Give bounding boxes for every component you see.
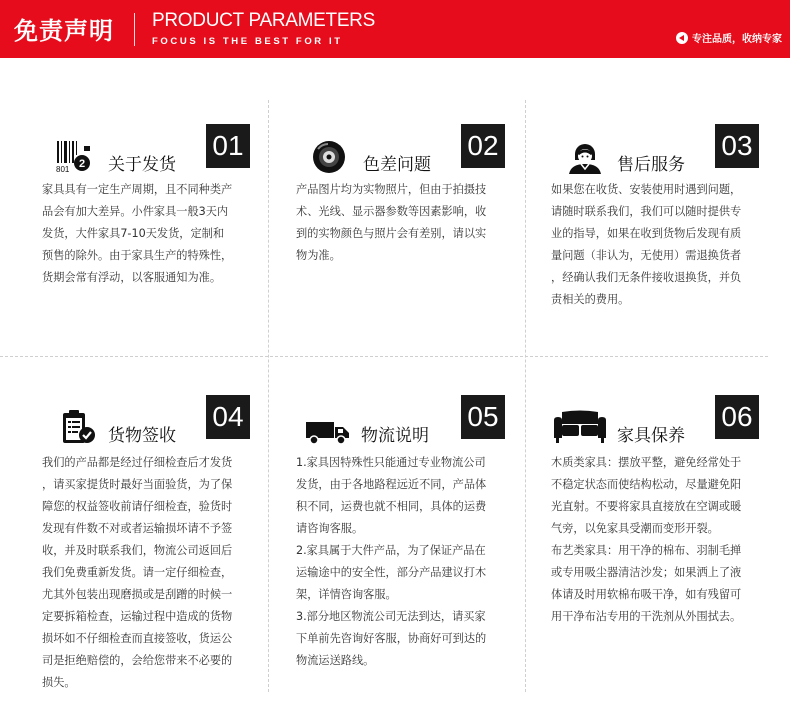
delivery-truck-icon (305, 415, 351, 449)
banner-en-subtitle: FOCUS IS THE BEST FOR IT (152, 36, 343, 47)
clipboard-check-icon (60, 410, 96, 444)
card-number: 05 (461, 395, 505, 439)
card-line: 家具具有一定生产周期，且不同种类产 (42, 183, 233, 196)
card-number: 04 (206, 395, 250, 439)
card-line: 发现有件数不对或者运输损坏请不予签 (42, 522, 233, 535)
card-line: 发货，由于各地路程远近不同，产品体 (296, 478, 487, 491)
banner-slogan-text: 专注品质，收纳专家 (692, 34, 782, 45)
card-body (296, 179, 532, 267)
card-line: 品会有加大差异。小件家具一般3天内 (42, 205, 229, 218)
card-body (551, 452, 787, 628)
card-number: 01 (206, 124, 250, 168)
banner-title: 免责声明 (14, 17, 114, 45)
card-line: 收，并及时联系我们，物流公司返回后 (42, 544, 233, 557)
card-line: 业的指导，如果在收到货物后发现有质 (551, 227, 742, 240)
card-body (42, 179, 278, 289)
card-line: 货期会常有浮动，以客服通知为准。 (42, 271, 222, 284)
card-title: 关于发货 (108, 155, 176, 175)
card-line: 障您的权益签收前请仔细检查，验货时 (42, 500, 233, 513)
customer-service-icon (567, 140, 603, 174)
card-title: 家具保养 (617, 426, 685, 446)
card-line: 运输途中的安全性，部分产品建议打木 (296, 566, 487, 579)
card-line: 积不同，运费也就不相同，具体的运费 (296, 500, 487, 513)
card-line: 物为准。 (296, 249, 341, 262)
color-disc-icon (312, 140, 348, 174)
card-line: 产品图片均为实物照片，但由于拍摄技 (296, 183, 487, 196)
card-number: 03 (715, 124, 759, 168)
card-line: 术、光线、显示器参数等因素影响，收 (296, 205, 487, 218)
banner-slogan (676, 30, 782, 45)
card-line: 不稳定状态而使结构松动，尽量避免阳 (551, 478, 742, 491)
card-line: 或专用吸尘器清洁沙发；如果洒上了液 (551, 566, 742, 579)
card-line: 下单前先咨询好客服，协商好可到达的 (296, 632, 487, 645)
card-title: 色差问题 (363, 155, 431, 175)
card-title: 售后服务 (617, 155, 685, 175)
card-line: ，请买家提货时最好当面验货，为了保 (42, 478, 233, 491)
card-line: 请随时联系我们，我们可以随时提供专 (551, 205, 742, 218)
card-body (296, 452, 532, 672)
card-line: 尤其外包装出现磨损或是刮蹭的时候一 (42, 588, 233, 601)
card-body (551, 179, 787, 311)
card-line: 到的实物颜色与照片会有差别，请以实 (296, 227, 487, 240)
card-line: ，经确认我们无条件接收退换货，并负 (551, 271, 742, 284)
card-title: 货物签收 (108, 426, 176, 446)
card-line: 我们的产品都是经过仔细检查后才发货 (42, 456, 233, 469)
card-line: 气旁，以免家具受潮而变形开裂。 (551, 522, 719, 535)
grid-divider-horizontal (0, 356, 768, 357)
card-line: 2.家具属于大件产品，为了保证产品在 (296, 544, 486, 557)
card-line: 用干净布沾专用的干洗剂从外围拭去。 (551, 610, 742, 623)
sofa-icon (552, 410, 608, 444)
card-line: 定要拆箱检查，运输过程中造成的货物 (42, 610, 233, 623)
card-line: 光直射。不要将家具直接放在空调或暖 (551, 500, 742, 513)
barcode-digits: 801 (56, 165, 70, 174)
card-line: 1.家具因特殊性只能通过专业物流公司 (296, 456, 486, 469)
card-line: 发货，大件家具7-10天发货，定制和 (42, 227, 225, 240)
card-line: 布艺类家具：用干净的棉布、羽制毛掸 (551, 544, 742, 557)
card-line: 责相关的费用。 (551, 293, 630, 306)
card-title: 物流说明 (361, 426, 429, 446)
card-line: 损坏如不仔细检查而直接签收，货运公 (42, 632, 233, 645)
card-line: 我们免费重新发货。请一定仔细检查， (42, 566, 233, 579)
banner-en-title: PRODUCT PARAMETERS (152, 10, 375, 31)
card-line: 请咨询客服。 (296, 522, 364, 535)
card-number: 06 (715, 395, 759, 439)
card-line: 如果您在收货、安装使用时遇到问题， (551, 183, 742, 196)
card-body (42, 452, 278, 694)
barcode-badge: 2 (79, 158, 86, 170)
header-banner (0, 0, 790, 58)
banner-divider (134, 13, 135, 46)
card-line: 量问题（非认为，无使用）需退换货者 (551, 249, 742, 262)
card-line: 损失。 (42, 676, 76, 689)
card-line: 司是拒绝赔偿的，会给您带来不必要的 (42, 654, 233, 667)
card-line: 物流运送路线。 (296, 654, 375, 667)
arrow-badge-icon (676, 32, 688, 44)
card-number: 02 (461, 124, 505, 168)
card-line: 预售的除外。由于家具生产的特殊性， (42, 249, 233, 262)
card-line: 木质类家具：摆放平整，避免经常处于 (551, 456, 742, 469)
card-line: 架，详情咨询客服。 (296, 588, 397, 601)
card-line: 3.部分地区物流公司无法到达，请买家 (296, 610, 486, 623)
barcode-delivery-icon (55, 140, 91, 174)
card-line: 体请及时用软棉布吸干净，如有残留可 (551, 588, 742, 601)
